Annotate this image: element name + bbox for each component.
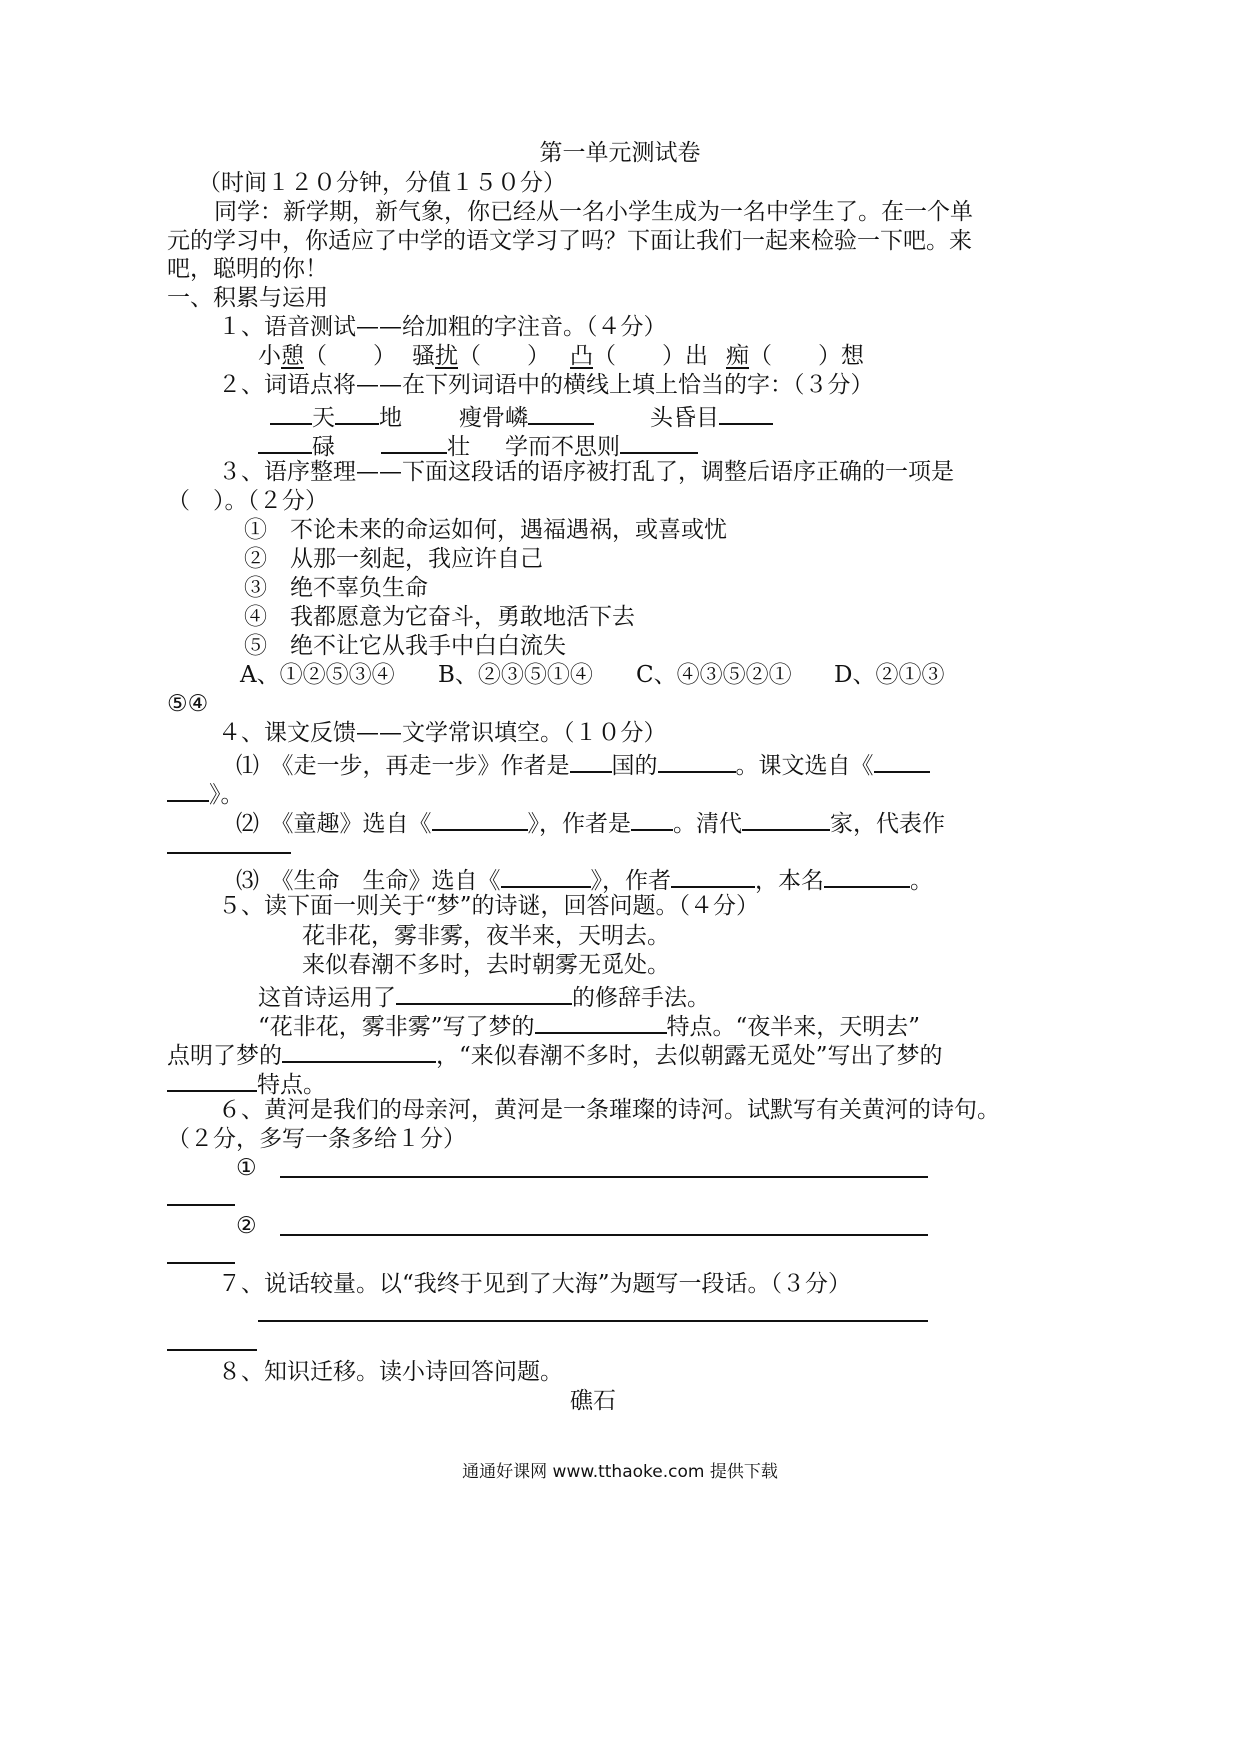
- q4-s2-text-d: 家，代表作: [830, 811, 945, 837]
- q3-option-b[interactable]: B、②③⑤①④: [438, 662, 593, 688]
- q2-word-xue: 学而不思则: [505, 434, 620, 460]
- q1-item-1-pre: 小: [258, 343, 281, 369]
- q4-s2: [236, 805, 945, 839]
- q3-option-d[interactable]: D、②①③: [834, 662, 945, 688]
- q8-title: ８、知识迁移。读小诗回答问题。: [218, 1359, 563, 1385]
- q3-item-4: ④ 我都愿意为它奋斗，勇敢地活下去: [244, 604, 635, 630]
- q4-s3-blank-3[interactable]: [824, 862, 910, 888]
- q4-s1: [236, 747, 930, 781]
- page-title: 第一单元测试卷: [539, 140, 701, 166]
- q4-s1-text-a: ⑴ 《走一步，再走一步》作者是: [236, 753, 570, 779]
- q3-title: ３、语序整理——下面这段话的语序被打乱了，调整后语序正确的一项是: [218, 459, 954, 485]
- q4-s2-blank-4[interactable]: [167, 852, 291, 854]
- q3-item-1: ① 不论未来的命运如何，遇福遇祸，或喜或忧: [244, 517, 727, 543]
- q4-s2-blank-2[interactable]: [631, 805, 673, 831]
- q2-blank-5[interactable]: [258, 428, 312, 454]
- q1-item-4-blank[interactable]: （ ）想: [749, 343, 864, 369]
- q2-word-shou: 瘦骨嶙: [459, 405, 528, 431]
- q6-answer-line-1[interactable]: [280, 1176, 928, 1178]
- exam-meta: （时间１２０分钟，分值１５０分）: [198, 170, 566, 196]
- q1-item-1-word: 憩: [281, 343, 304, 369]
- q1-item-3-word: 凸: [570, 343, 593, 369]
- q4-s1-cont: [167, 776, 244, 810]
- q5-title: ５、读下面一则关于“梦”的诗谜，回答问题。（４分）: [218, 893, 760, 919]
- q2-blank-6[interactable]: [381, 428, 447, 454]
- q2-word-zhuang: 壮: [447, 434, 470, 460]
- q2-blank-1[interactable]: [270, 399, 312, 425]
- q3-item-3: ③ 绝不辜负生命: [244, 575, 428, 601]
- q3-option-a[interactable]: A、①②⑤③④: [240, 662, 395, 688]
- q8-poem-title: 礁石: [570, 1388, 616, 1414]
- q4-s3-blank-2[interactable]: [671, 862, 755, 888]
- q5-blank-4[interactable]: [167, 1066, 257, 1092]
- q6-marker-1: ①: [236, 1155, 257, 1181]
- q5-blank-2[interactable]: [535, 1008, 667, 1034]
- q2-blank-2[interactable]: [335, 399, 379, 425]
- q1-item-2-blank[interactable]: （ ）: [458, 343, 550, 369]
- q5-blank-1[interactable]: [396, 979, 572, 1005]
- q3-title-cont: （ ）。（２分）: [167, 488, 328, 514]
- q1-item-4-word: 痴: [726, 343, 749, 369]
- q4-title: ４、课文反馈——文学常识填空。（１０分）: [218, 720, 667, 746]
- q5-poem-line-2: 来似春潮不多时，去时朝雾无觅处。: [302, 952, 670, 978]
- q3-option-d-cont: ⑤④: [167, 691, 209, 717]
- q1-item-2-pre: 骚: [412, 343, 435, 369]
- q7-title: ７、说话较量。以“我终于见到了大海”为题写一段话。（３分）: [218, 1271, 852, 1297]
- q6-title: ６、黄河是我们的母亲河，黄河是一条璀璨的诗河。试默写有关黄河的诗句。: [218, 1097, 1000, 1123]
- q2-word-di: 地: [379, 405, 402, 431]
- q2-blank-3[interactable]: [528, 399, 594, 425]
- q4-s3-text-b: 》，作者: [590, 868, 671, 894]
- q4-s2-blank-3[interactable]: [742, 805, 830, 831]
- q4-s2-text-c: 。清代: [673, 811, 742, 837]
- q2-title: ２、词语点将——在下列词语中的横线上填上恰当的字：（３分）: [218, 372, 874, 398]
- q4-s3-blank-1[interactable]: [501, 862, 591, 888]
- q1-item-4: [726, 341, 864, 371]
- intro-line-2: 元的学习中，你适应了中学的语文学习了吗？下面让我们一起来检验一下吧。来: [167, 228, 972, 254]
- q5-a4-text-b: 特点。: [257, 1072, 326, 1098]
- q1-item-3-blank[interactable]: （ ）出: [593, 343, 708, 369]
- q4-s2-blank-1[interactable]: [432, 805, 528, 831]
- q4-s3-text-a: ⑶ 《生命 生命》选自《: [236, 868, 501, 894]
- q6-marker-2: ②: [236, 1213, 257, 1239]
- q3-item-2: ② 从那一刻起，我应许自己: [244, 546, 543, 572]
- q7-answer-line-b[interactable]: [167, 1349, 257, 1351]
- q5-a3-text-a: 点明了梦的: [167, 1043, 282, 1069]
- q2-word-lu: 碌: [312, 434, 335, 460]
- q1-item-3: [570, 341, 708, 371]
- intro-line-1: 同学：新学期，新气象，你已经从一名小学生成为一名中学生了。在一个单: [214, 199, 973, 225]
- section-heading: 一、积累与运用: [167, 285, 328, 311]
- q4-s1-text-b: 国的: [611, 753, 658, 779]
- q1-item-2: [412, 341, 550, 371]
- q5-a2-text-b: 特点。“夜半来，天明去”: [666, 1014, 921, 1040]
- q5-blank-3[interactable]: [282, 1037, 436, 1063]
- q4-s3-text-d: 。: [910, 868, 933, 894]
- q2-word-tian: 天: [312, 405, 335, 431]
- q2-word-tou: 头昏目: [650, 405, 719, 431]
- q2-blank-7[interactable]: [620, 428, 698, 454]
- q6-answer-line-2[interactable]: [280, 1234, 928, 1236]
- q4-s1-blank-1[interactable]: [570, 747, 612, 773]
- q4-s2-text-a: ⑵ 《童趣》选自《: [236, 811, 432, 837]
- q1-item-2-word: 扰: [435, 343, 458, 369]
- q1-item-1: [258, 341, 396, 371]
- q3-item-5: ⑤ 绝不让它从我手中白白流失: [244, 633, 566, 659]
- q4-s1-text-c: 。课文选自《: [735, 753, 874, 779]
- q4-s1-blank-3[interactable]: [874, 747, 930, 773]
- q2-blank-4[interactable]: [719, 399, 773, 425]
- q1-title: １、语音测试——给加粗的字注音。（４分）: [218, 314, 667, 340]
- q4-s2-text-b: 》，作者是: [527, 811, 631, 837]
- q5-poem-line-1: 花非花，雾非雾，夜半来，天明去。: [302, 923, 670, 949]
- q7-answer-line[interactable]: [258, 1320, 928, 1322]
- q4-s1-blank-2[interactable]: [658, 747, 736, 773]
- q5-a1-text-a: 这首诗运用了: [258, 985, 396, 1011]
- q6-title-cont: （２分，多写一条多给１分）: [167, 1126, 466, 1152]
- q6-answer-line-1b[interactable]: [167, 1204, 235, 1206]
- q3-option-c[interactable]: C、④③⑤②①: [636, 662, 792, 688]
- q6-answer-line-2b[interactable]: [167, 1262, 235, 1264]
- q5-a3-text-b: ，“来似春潮不多时，去似朝露无觅处”写出了梦的: [436, 1043, 943, 1069]
- q5-a2-text-a: “花非花，雾非雾”写了梦的: [258, 1014, 535, 1040]
- q4-s1-text-d: 》。: [209, 782, 244, 808]
- q4-s3-text-c: ，本名: [755, 868, 824, 894]
- q4-s1-blank-3b[interactable]: [167, 776, 209, 802]
- q5-a1-text-b: 的修辞手法。: [572, 985, 710, 1011]
- page-footer: 通通好课网 www.tthaoke.com 提供下载: [462, 1462, 778, 1482]
- intro-line-3: 吧，聪明的你！: [167, 256, 328, 282]
- q1-item-1-blank[interactable]: （ ）: [304, 343, 396, 369]
